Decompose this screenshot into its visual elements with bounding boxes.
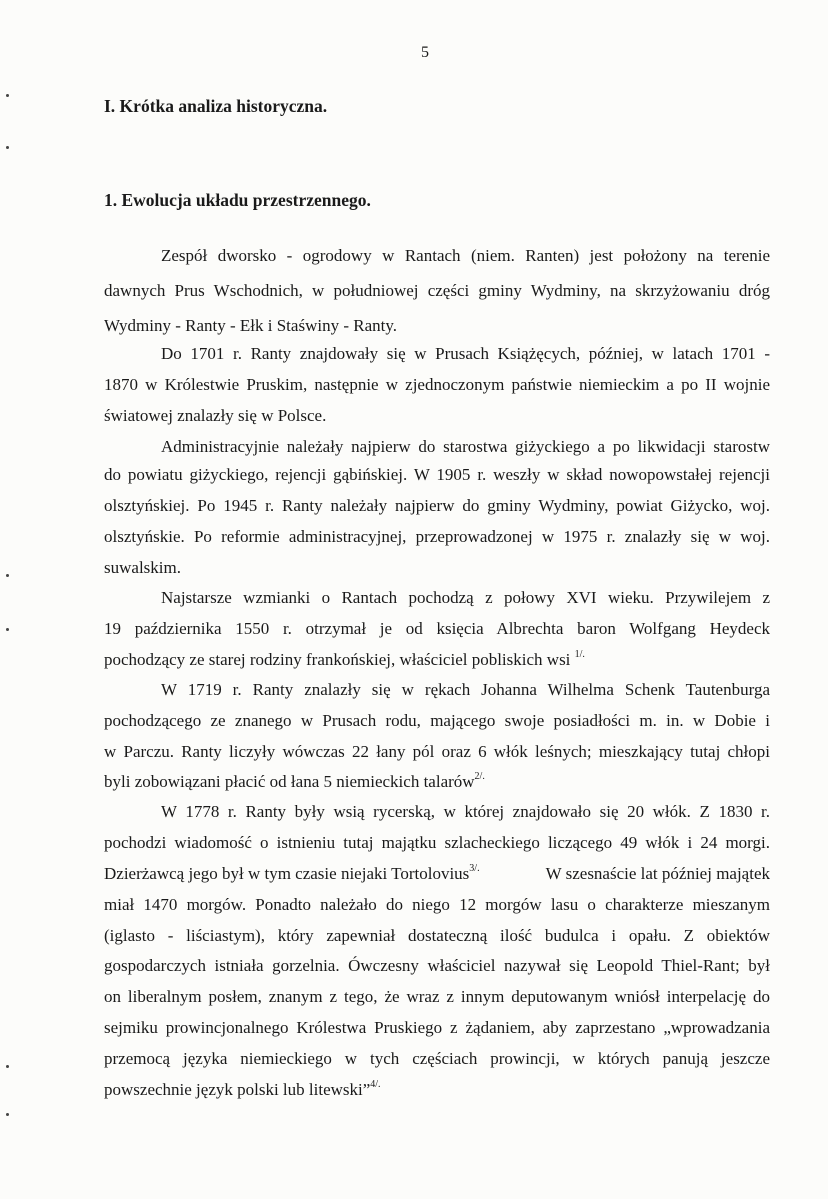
text-line: Najstarsze wzmianki o Rantach pochodzą z połowy XVI wieku. Przywilejem z [161,588,770,607]
text-line: światowej znalazły się w Polsce. [104,406,327,425]
text-line: suwalskim. [104,558,181,577]
text-line: pochodzi wiadomość o istnieniu tutaj majątku szlacheckiego liczącego 49 włók i 24 morgi. [104,833,770,852]
scan-mark [6,628,9,631]
text-line: dawnych Prus Wschodnich, w południowej części gminy Wydminy, na skrzyżowaniu dróg [104,281,770,300]
text-line: Zespół dworsko - ogrodowy w Rantach (niem. Ranten) jest położony na terenie [161,246,770,265]
scan-mark [6,574,9,577]
page-number: 5 [421,44,429,61]
text-line: (iglasto - liściastym), który zapewniał dostateczną ilość budulca i opału. Z obiektów [104,926,770,945]
text-line: pochodzący ze starej rodziny frankońskiej, właściciel pobliskich wsi $^{1/.}$ [104,649,585,669]
text-line: Dzierżawcą jego był w tym czasie niejaki Tortolovius$^{3/.}$ W szesnaście lat później majątek [104,863,770,883]
text-line: 1870 w Królestwie Pruskim, następnie w zjednoczonym państwie niemieckim a po II wojnie [104,375,770,394]
text-line: gospodarczych istniała gorzelnia. Ówczesny właściciel nazywał się Leopold Thiel-Rant; był [104,956,770,975]
text-line: do powiatu giżyckiego, rejencji gąbińskiej. W 1905 r. weszły w skład nowopowstałej rejencji [104,465,770,484]
footnote-ref: 2/. [474,771,485,783]
footnote-ref: 1/. [574,649,585,661]
text-line: 19 października 1550 r. otrzymał je od księcia Albrechta baron Wolfgang Heydeck [104,619,770,638]
text-line: olsztyńskie. Po reformie administracyjnej, przeprowadzonej w 1975 r. znalazły się w woj. [104,527,770,546]
scan-mark [6,1065,9,1068]
text-line: sejmiku prowincjonalnego Królestwa Pruskiego z żądaniem, aby zaprzestano „wprowadzania [104,1018,770,1037]
text-line: byli zobowiązani płacić od łana 5 niemieckich talarów$^{2/.}$ [104,771,485,791]
text-line: W 1778 r. Ranty były wsią rycerską, w której znajdowało się 20 włók. Z 1830 r. [161,802,770,821]
text-line: miał 1470 morgów. Ponadto należało do niego 12 morgów lasu o charakterze mieszanym [104,895,770,914]
text-line: Do 1701 r. Ranty znajdowały się w Prusach Książęcych, później, w latach 1701 - [161,344,770,363]
text-line: pochodzącego ze znanego w Prusach rodu, mającego swoje posiadłości m. in. w Dobie i [104,711,770,730]
text-line: w Parczu. Ranty liczyły wówczas 22 łany pól oraz 6 włók leśnych; mieszkający tutaj chłopi [104,742,770,761]
footnote-ref: 3/. [469,863,480,875]
text-line: on liberalnym posłem, znanym z tego, że wraz z innym deputowanym wniósł interpelację do [104,987,770,1006]
scan-mark [6,94,9,97]
text-line: powszechnie język polski lub litewski”$^{4/.}$ [104,1079,381,1099]
text-line: W 1719 r. Ranty znalazły się w rękach Johanna Wilhelma Schenk Tautenburga [161,680,770,699]
text-line: Wydminy - Ranty - Ełk i Staświny - Ranty. [104,316,397,335]
text-line: Administracyjnie należały najpierw do starostwa giżyckiego a po likwidacji starostw [161,437,770,456]
chapter-heading: I. Krótka analiza historyczna. [104,96,328,116]
footnote-ref: 4/. [370,1079,381,1091]
scan-mark [6,146,9,149]
scan-mark [6,1113,9,1116]
text-line: olsztyńskiej. Po 1945 r. Ranty należały najpierw do gminy Wydminy, powiat Giżycko, woj. [104,496,770,515]
text-line: przemocą języka niemieckiego w tych częściach prowincji, w których panują jeszcze [104,1049,770,1068]
section-heading: 1. Ewolucja układu przestrzennego. [104,190,371,210]
